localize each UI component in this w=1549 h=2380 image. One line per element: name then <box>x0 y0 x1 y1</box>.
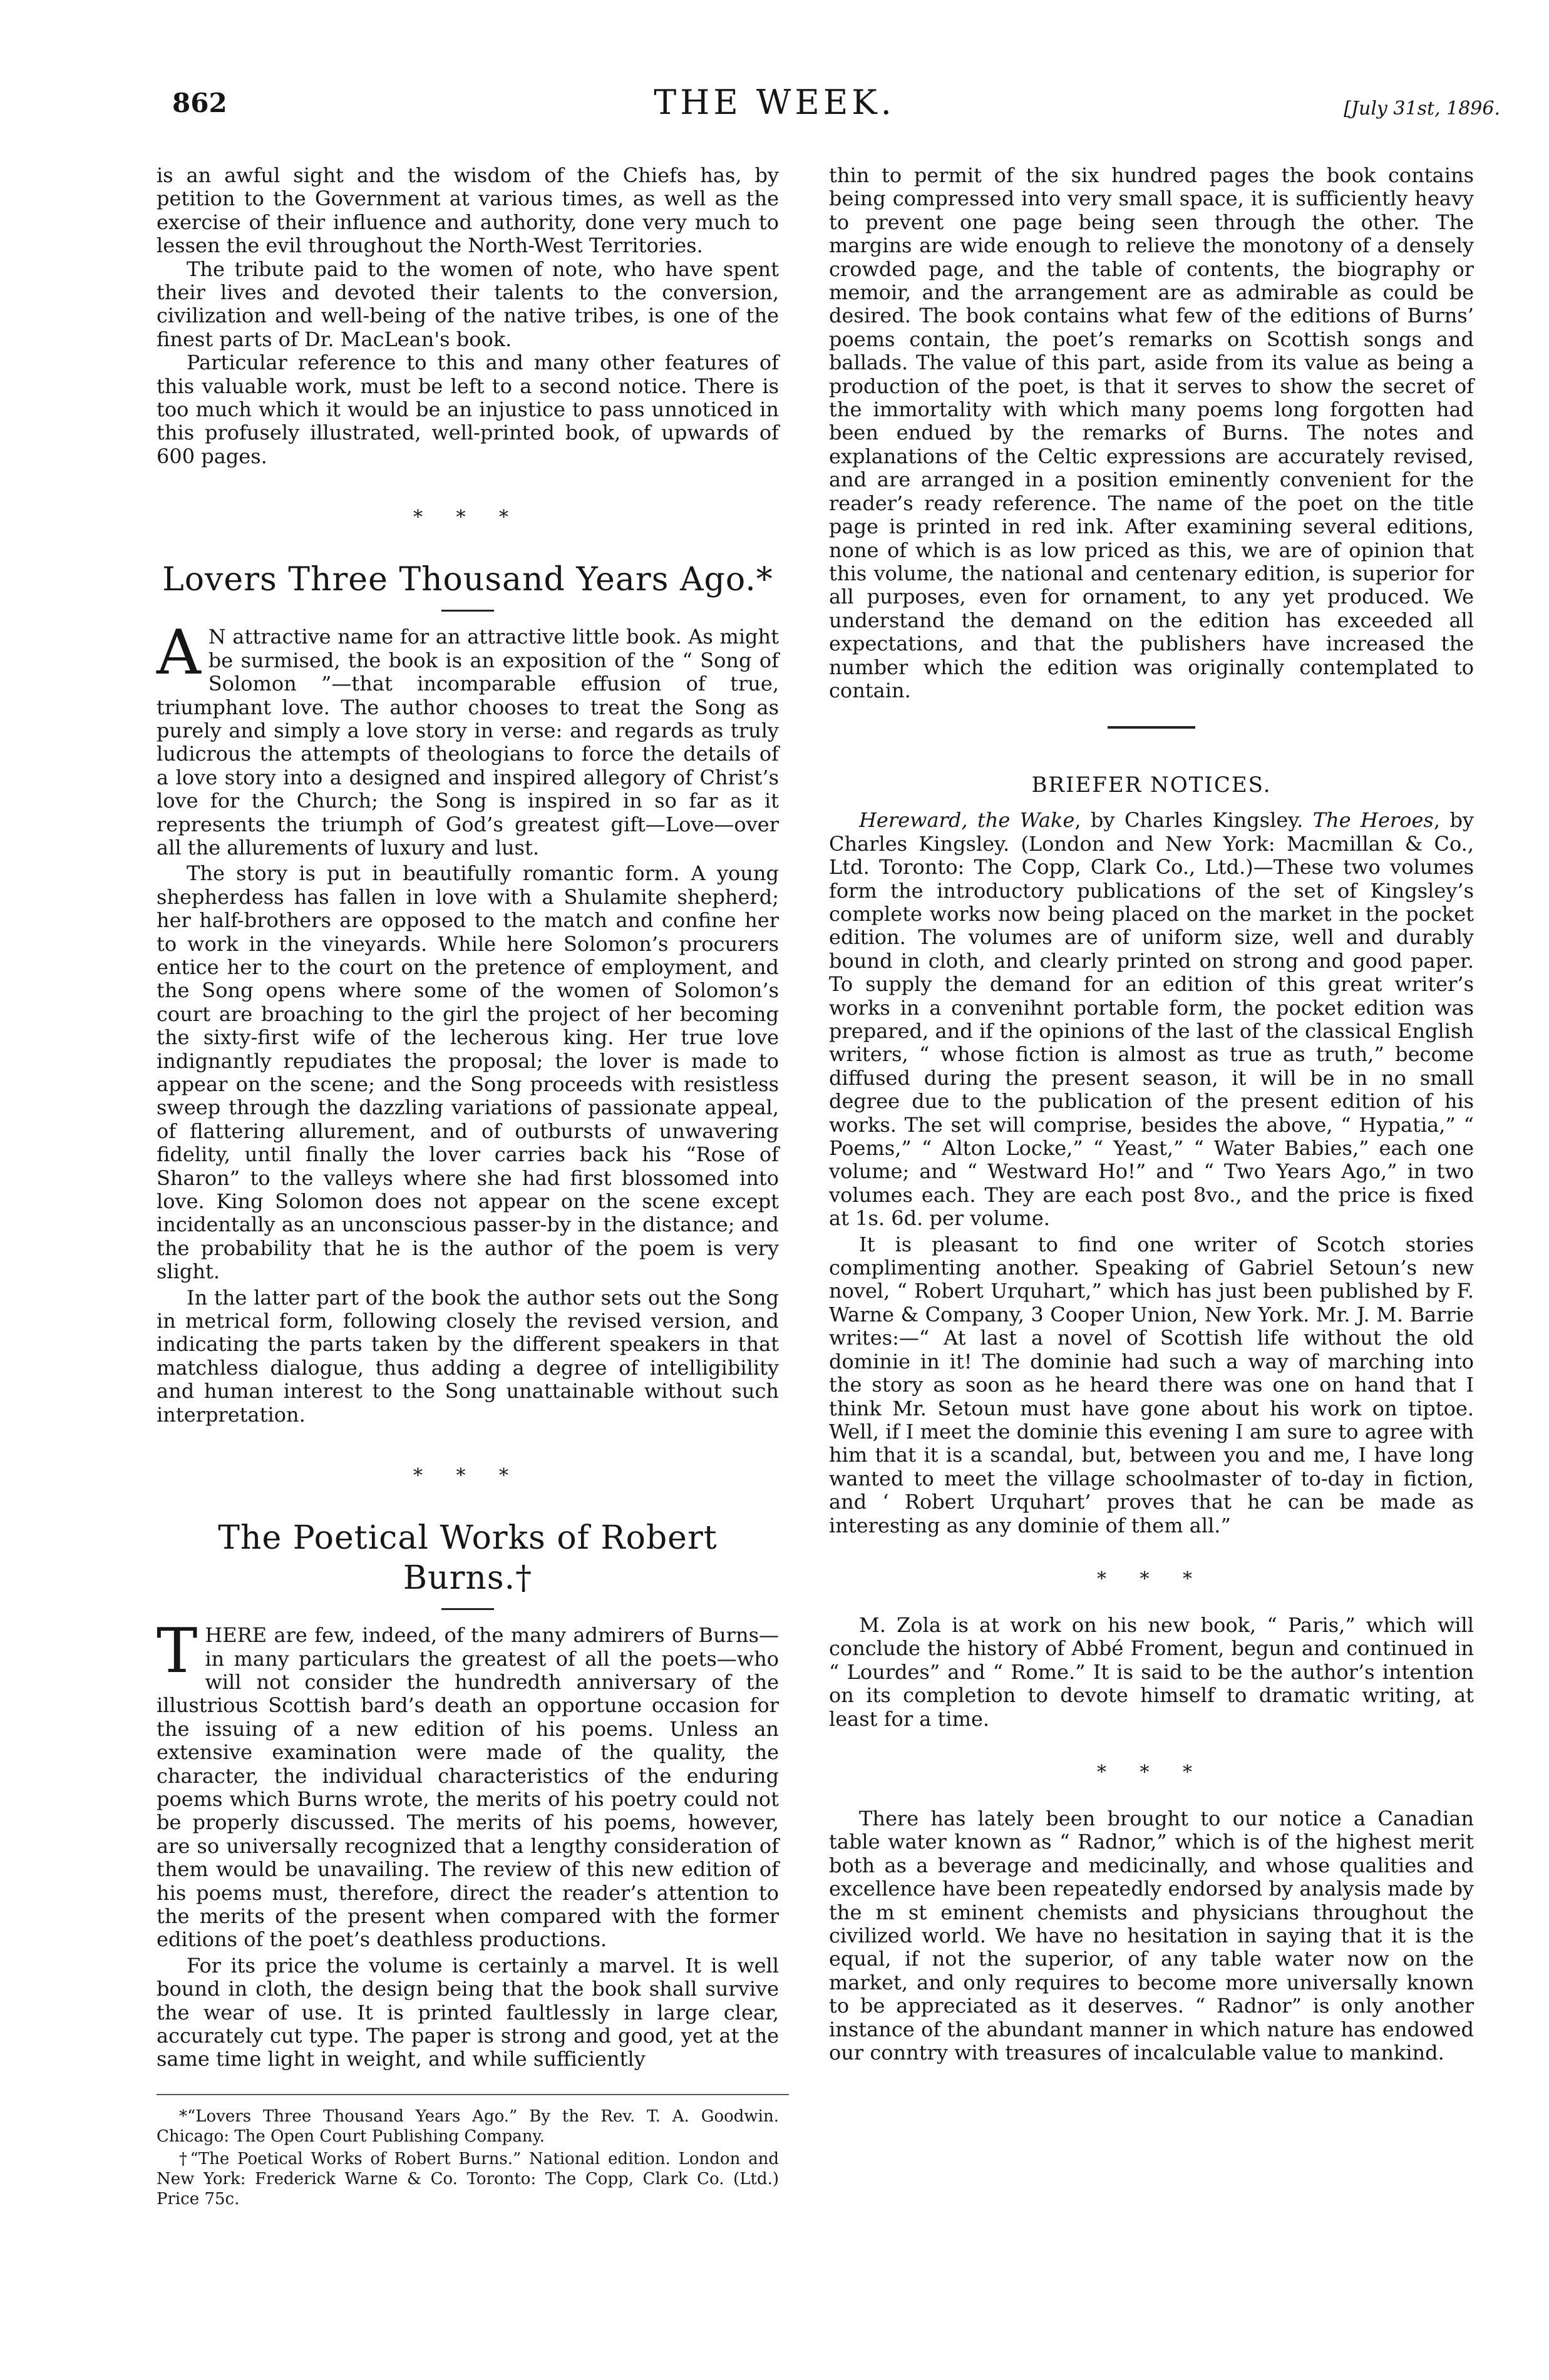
review-lovers-paragraph-2: The story is put in beautifully romantic form. A young shepherdess has fallen in love with a Shulamite shepherd; her half-brothers are opposed to the match and confine her to work in the vineyards. While here Solomon’s procurers entice her to the court on the pretence of employment, and the Song opens where some of the women of Solomon’s court are broaching to the girl the project of her becoming the sixty-first wife of the lecherous king. Her true love indignantly repudiates the proposal; the lover is made to appear on the scene; and the Song proceeds with resistless sweep through the dazzling variations of passionate appeal, of flattering allurement, and of outbursts of unwavering fidelity, until finally the lover carries back his “Rose of Sharon” to the valleys where she had first blossomed into love. King Solomon does not appear on the scene except incidentally as an unconscious passer-by in the distance; and the probability that he is the author of the poem is very slight. <box>157 861 779 1284</box>
masthead: THE WEEK. <box>654 83 895 122</box>
left-column <box>157 164 779 2212</box>
page-number: 862 <box>172 88 227 118</box>
burns-review-continued: thin to permit of the six hundred pages the book contains being compressed into very small space, it is sufficiently heavy to prevent one page being seen through the other. The margins are wide enough to relieve the monotony of a densely crowded page, and the table of contents, the biography or memoir, and the arrangement are as admirable as could be desired. The book contains what few of the editions of Burns’ poems contain, the poet’s remarks on Scottish songs and ballads. The value of this part, aside from its value as being a production of the poet, is that it serves to show the secret of the immortality with which many poems long forgotten had been endued by the remarks of Burns. The notes and explanations of the Celtic expressions are accurately revised, and are arranged in a position eminently convenient for the reader’s ready reference. The name of the poet on the title page is printed in red ink. After examining several editions, none of which is as low priced as this, we are of opinion that this volume, the national and centenary edition, is superior for all purposes, even for ornament, to any yet produced. We understand the demand on the edition has exceeded all expectations, and that the publishers have increased the number which the edition was originally contemplated to contain. <box>829 163 1474 702</box>
section-separator: * * * <box>1096 1567 1207 1590</box>
section-separator: * * * <box>413 506 523 529</box>
section-separator: * * * <box>413 1465 523 1487</box>
title-rule <box>441 1608 494 1610</box>
review-lovers-paragraph-1: A N attractive name for an attractive little book. As might be surmised, the book is an exposition of the “ Song of Solomon ”—that incomparable effusion of true, triumphant love. The author chooses to treat the Song as purely and simply a love story in verse: and regards as truly ludicrous the attempts of theologians to force the details of a love story into a designed and inspired allegory of Christ’s love for the Church; the Song is inspired in so far as it represents the triumph of God’s greatest gift—Love—over all the allurements of luxury and lust. <box>157 617 779 859</box>
notice-kingsley: Hereward, the Wake, by Charles Kingsley. The Heroes, by Charles Kingsley. (London and New York: Macmillan & Co., Ltd. Toronto: The Copp, Clark Co., Ltd.)—These two volumes form the introductory publications of the set of Kingsley’s complete works now being placed on the market in the pocket edition. The volumes are of uniform size, well and durably bound in cloth, and clearly printed on strong and good paper. To supply the demand for an edition of this great writer’s works in a convenihnt portable form, the pocket edition was prepared, and if the opinions of the last of the classical English writers, “ whose fiction is almost as true as truth,” become diffused during the present season, it will be in no small degree due to the publication of the present edition of his works. The set will comprise, besides the above, “ Hypatia,” “ Poems,” “ Alton Locke,” “ Yeast,” “ Water Babies,” each one volume; and “ Westward Ho!” and “ Two Years Ago,” in two volumes each. They are each post 8vo., and the price is fixed at 1s. 6d. per volume. <box>829 808 1474 1231</box>
drop-cap: A <box>157 617 201 689</box>
notice-setoun: It is pleasant to find one writer of Scotch stories complimenting another. Speaking of Gabriel Setoun’s new novel, “ Robert Urquhart,” which has just been published by F. Warne & Company, 3 Cooper Union, New York. Mr. J. M. Barrie writes:—“ At last a novel of Scottish life without the old dominie in it! The dominie had such a way of marching into the story as soon as he heard there was one on hand that I think Mr. Setoun must have gone about his work on tiptoe. Well, if I meet the dominie this evening I am sure to agree with him that it is a scandal, but, between you and me, I have long wanted to meet the village schoolmaster of to-day in fiction, and ‘ Robert Urquhart’ proves that he can be made as interesting as any dominie of them all.” <box>829 1232 1474 1537</box>
briefer-notices-heading: BRIEFER NOTICES. <box>1031 772 1272 798</box>
review-lovers-paragraph-3: In the latter part of the book the author sets out the Song in metrical form, following closely the revised version, and indicating the parts taken by the different speakers in that matchless dialogue, thus adding a degree of intelligibility and human interest to the Song unattainable without such interpretation. <box>157 1285 779 1427</box>
footnote-burns: †“The Poetical Works of Robert Burns.” National edition. London and New York: Frederick Warne & Co. Toronto: The Copp, Clark Co. (Ltd.) Price 75c. <box>157 2149 779 2208</box>
intro-paragraph-2: The tribute paid to the women of note, who have spent their lives and devoted their talents to the conversion, civilization and well-being of the native tribes, is one of the finest parts of Dr. MacLean's book. <box>157 257 779 351</box>
review-title-burns: The Poetical Works of Robert Burns.† <box>218 1519 718 1598</box>
intro-paragraph-3: Particular reference to this and many other features of this valuable work, must be left to a second notice. There is too much which it would be an injustice to pass unnoticed in this profusely illustrated, well-printed book, of upwards of 600 pages. <box>157 351 779 468</box>
review-burns-paragraph-1: THERE are few, indeed, of the many admirers of Burns—in many particulars the greatest of all the poets—who will not consider the hundredth anniversary of the illustrious Scottish bard’s death an opportune occasion for the issuing of a new edition of his poems. Unless an extensive examination were made of the quality, the character, the individual characteristics of the enduring poems which Burns wrote, the merits of his poetry could not be properly discussed. The merits of his poems, however, are so universally recognized that a lengthy consideration of them would be unavailing. The review of this new edition of his poems must, therefore, direct the reader’s attention to the merits of the present when compared with the former editions of the poet’s deathless productions. <box>157 1616 779 1952</box>
footnote-lovers: *“Lovers Three Thousand Years Ago.” By the Rev. T. A. Goodwin. Chicago: The Open Court Publishing Company. <box>157 2106 779 2146</box>
footnote-rule <box>157 2094 789 2095</box>
notice-zola: M. Zola is at work on his new book, “ Paris,” which will conclude the history of Abbé Froment, begun and continued in “ Lourdes” and “ Rome.” It is said to be the author’s intention on its completion to devote himself to dramatic writing, at least for a time. <box>829 1613 1474 1731</box>
right-column <box>829 164 1474 2065</box>
drop-cap: T <box>157 1616 198 1688</box>
section-rule <box>1108 726 1195 729</box>
intro-paragraph-1: is an awful sight and the wisdom of the Chiefs has, by petition to the Government at various times, as well as the exercise of their influence and authority, done very much to lessen the evil throughout the North-West Territories. <box>157 163 779 258</box>
section-separator: * * * <box>1096 1761 1207 1783</box>
page-header <box>0 83 1549 138</box>
issue-date: [July 31st, 1896. <box>1344 98 1500 120</box>
notice-radnor: There has lately been brought to our notice a Canadian table water known as “ Radnor,” which is of the highest merit both as a beverage and medicinally, and whose qualities and excellence have been repeatedly endorsed by analysis made by the m st eminent chemists and physicians throughout the civilized world. We have no hesitation in saying that it is the equal, if not the superior, of any table water now on the market, and only requires to become more universally known to be appreciated as it deserves. “ Radnor” is only another instance of the abundant manner in which nature has endowed our conntry with treasures of incalculable value to mankind. <box>829 1806 1474 2065</box>
footnotes <box>157 2106 779 2209</box>
review-title-lovers: Lovers Three Thousand Years Ago.* <box>162 561 773 599</box>
review-burns-paragraph-2: For its price the volume is certainly a marvel. It is well bound in cloth, the design being that the book shall survive the wear of use. It is printed faultlessly in large clear, accurately cut type. The paper is strong and good, yet at the same time light in weight, and while sufficiently <box>157 1953 779 2071</box>
title-rule <box>441 610 494 612</box>
